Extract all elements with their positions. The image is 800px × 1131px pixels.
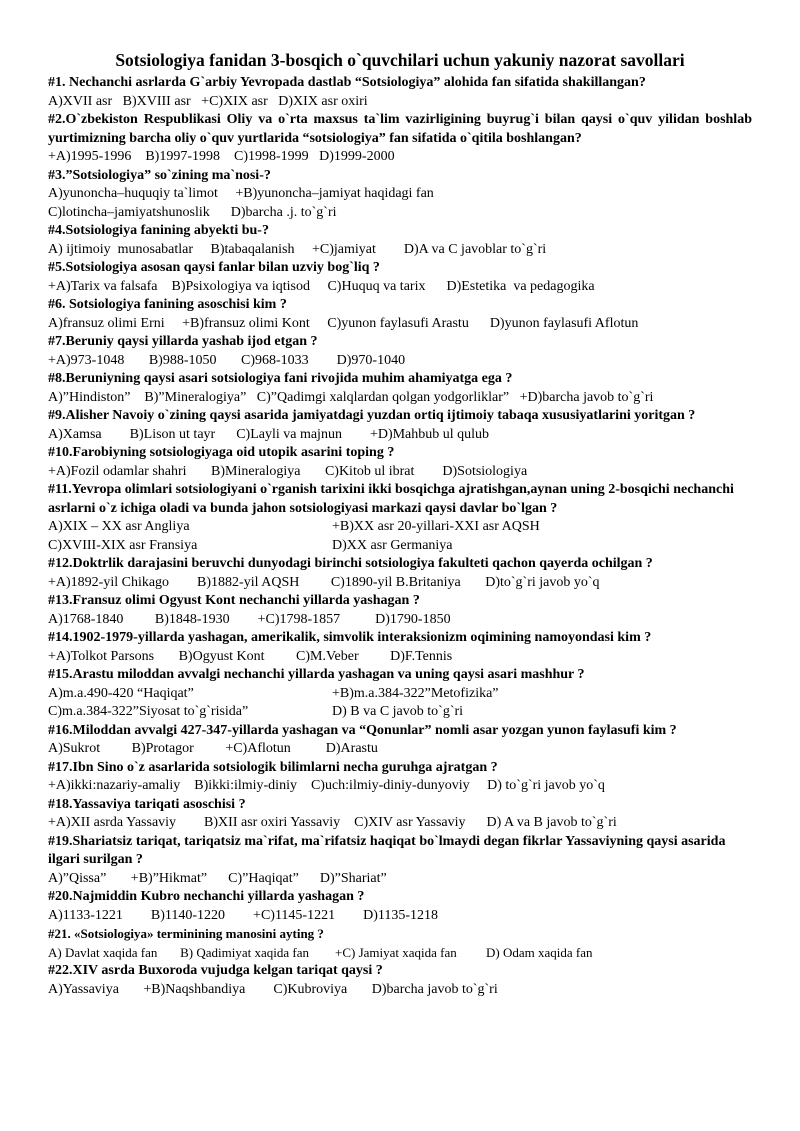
question-item (48, 629, 752, 666)
answer-options: +A)Tolkot Parsons B)Ogyust Kont C)M.Veber D)F.Tennis (48, 648, 453, 664)
answer-options: +A)973-1048 B)988-1050 C)968-1033 D)970-1040 (48, 352, 406, 368)
answer-option: +B)XX asr 20-yillari-XXI asr AQSH (332, 519, 540, 534)
answer-options: +A)Fozil odamlar shahri B)Mineralogiya C)Kitob ul ibrat D)Sotsiologiya (48, 463, 528, 479)
question-text: #20.Najmiddin Kubro nechanchi yillarda yashagan ? (48, 889, 365, 904)
question-text: #4.Sotsiologiya fanining abyekti bu-? (48, 223, 269, 238)
answer-option: C)m.a.384-322”Siyosat to`g`risida” (48, 704, 249, 719)
answer-option: A)XIX – XX asr Angliya (48, 519, 190, 534)
answer-options: +A)1892-yil Chikago B)1882-yil AQSH C)1890-yil B.Britaniya D)to`g`ri javob yo`q (48, 574, 600, 590)
answer-options: C)lotincha–jamiyatshunoslik D)barcha .j. to`g`ri (48, 204, 337, 220)
question-item (48, 722, 752, 759)
question-item (48, 481, 752, 555)
question-item (48, 759, 752, 796)
question-text: #11.Yevropa olimlari sotsiologiyani o`rganish tarixini ikki bosqichga ajratishgan,aynan uning 2-bosqichi nechanchi asrlarni o`z ichiga oladi va bunda jahon sotsiologiyasi markazi qaysi davlar bo`lgan ? (48, 482, 734, 516)
answer-option: D)XX asr Germaniya (332, 537, 453, 553)
question-text: #1. Nechanchi asrlarda G`arbiy Yevropada dastlab “Sotsiologiya” alohida fan sifatida shakillangan? (48, 75, 646, 90)
question-text: #15.Arastu miloddan avvalgi nechanchi yillarda yashagan va uning qaysi asari mashhur ? (48, 667, 585, 682)
question-item (48, 167, 752, 223)
answer-options: A) Davlat xaqida fan B) Qadimiyat xaqida fan +C) Jamiyat xaqida fan D) Odam xaqida fan (48, 944, 593, 960)
answer-options: +A)ikki:nazariy-amaliy B)ikki:ilmiy-diniy C)uch:ilmiy-diniy-dunyoviy D) to`g`ri javob yo`q (48, 778, 605, 793)
answer-options: +A)XII asrda Yassaviy B)XII asr oxiri Yassaviy C)XIV asr Yassaviy D) A va B javob to`g`ri (48, 815, 617, 830)
question-text: #18.Yassaviya tariqati asoschisi ? (48, 796, 246, 812)
question-item (48, 592, 752, 629)
question-text: #17.Ibn Sino o`z asarlarida sotsiologik bilimlarni necha guruhga ajratgan ? (48, 759, 498, 775)
answer-options: A) ijtimoiy munosabatlar B)tabaqalanish +C)jamiyat D)A va C javoblar to`g`ri (48, 241, 547, 257)
answer-options-grid (48, 685, 752, 722)
answer-options: +A)Tarix va falsafa B)Psixologiya va iqtisod C)Huquq va tarix D)Estetika va pedagogika (48, 278, 595, 294)
answer-options: A)1133-1221 B)1140-1220 +C)1145-1221 D)1135-1218 (48, 907, 439, 923)
question-text: #10.Farobiyning sotsiologiyaga oid utopik asarini toping ? (48, 445, 395, 460)
answer-options: A)Xamsa B)Lison ut tayr C)Layli va majnun +D)Mahbub ul qulub (48, 426, 490, 442)
question-item (48, 555, 752, 592)
answer-options: A)Yassaviya +B)Naqshbandiya C)Kubroviya D)barcha javob to`g`ri (48, 981, 498, 997)
question-text: #13.Fransuz olimi Ogyust Kont nechanchi yillarda yashagan ? (48, 593, 420, 608)
answer-options: A)”Qissa” +B)”Hikmat” C)”Haqiqat” D)”Shariat” (48, 870, 387, 886)
question-item (48, 259, 752, 296)
question-item (48, 74, 752, 111)
answer-option: A)m.a.490-420 “Haqiqat” (48, 685, 194, 701)
answer-options: A)XVII asr B)XVIII asr +C)XIX asr D)XIX asr oxiri (48, 93, 368, 109)
answer-options: A)yunoncha–huquqiy ta`limot +B)yunoncha–jamiyat haqidagi fan (48, 186, 434, 201)
question-item (48, 888, 752, 925)
question-text: #14.1902-1979-yillarda yashagan, amerikalik, simvolik interaksionizm oqimining namoyondasi kim ? (48, 630, 652, 645)
question-item (48, 962, 752, 999)
question-item (48, 333, 752, 370)
question-item (48, 666, 752, 722)
question-text: #16.Miloddan avvalgi 427-347-yillarda yashagan va “Qonunlar” nomli asar yozgan yunon faylasufi kim ? (48, 722, 677, 738)
answer-options: A)1768-1840 B)1848-1930 +C)1798-1857 D)1790-1850 (48, 611, 451, 627)
question-text: #6. Sotsiologiya fanining asoschisi kim ? (48, 297, 287, 312)
question-item (48, 407, 752, 444)
answer-options: A)”Hindiston” B)”Mineralogiya” C)”Qadimgi xalqlardan qolgan yodgorliklar” +D)barcha javob to`g`ri (48, 389, 654, 405)
answer-options: +A)1995-1996 B)1997-1998 C)1998-1999 D)1999-2000 (48, 149, 395, 164)
question-text: #19.Shariatsiz tariqat, tariqatsiz ma`rifat, ma`rifatsiz haqiqat bo`lmaydi degan fikrlar Yassaviyning qaysi asarida ilgari surilgan ? (48, 833, 726, 867)
answer-options-grid (48, 518, 752, 555)
question-item (48, 296, 752, 333)
answer-options: A)fransuz olimi Erni +B)fransuz olimi Kont C)yunon faylasufi Arastu D)yunon faylasufi Aflotun (48, 315, 639, 331)
question-list (48, 74, 752, 999)
answer-option: +B)m.a.384-322”Metofizika” (332, 685, 499, 701)
question-text: #8.Beruniyning qaysi asari sotsiologiya fani rivojida muhim ahamiyatga ega ? (48, 371, 513, 386)
question-text: #12.Doktrlik darajasini beruvchi dunyodagi birinchi sotsiologiya fakulteti qachon qayerda ochilgan ? (48, 556, 653, 571)
question-text: #5.Sotsiologiya asosan qaysi fanlar bilan uzviy bog`liq ? (48, 260, 380, 275)
answer-options: A)Sukrot B)Protagor +C)Aflotun D)Arastu (48, 741, 378, 756)
question-item (48, 796, 752, 833)
question-item (48, 111, 752, 167)
question-item (48, 222, 752, 259)
question-text: #3.”Sotsiologiya” so`zining ma`nosi-? (48, 167, 271, 183)
answer-option: C)XVIII-XIX asr Fransiya (48, 537, 198, 553)
question-text: #2.O`zbekiston Respublikasi Oliy va o`rta maxsus ta`lim vazirligining buyrug`i bilan qaysi o`quv yilidan boshlab yurtimizning barcha oliy o`quv yurtlarida “sotsiologiya” fan sifatida o`qitila boshlangan? (48, 112, 752, 146)
question-text: #7.Beruniy qaysi yillarda yashab ijod etgan ? (48, 334, 318, 349)
answer-option: D) B va C javob to`g`ri (332, 704, 464, 719)
question-item (48, 370, 752, 407)
question-text: #9.Alisher Navoiy o`zining qaysi asarida jamiyatdagi yuzdan ortiq ijtimoiy tabaqa xususiyatlarini yoritgan ? (48, 408, 696, 423)
question-item (48, 444, 752, 481)
question-text: #22.XIV asrda Buxoroda vujudga kelgan tariqat qaysi ? (48, 963, 383, 978)
page-title: Sotsiologiya fanidan 3-bosqich o`quvchilari uchun yakuniy nazorat savollari (115, 50, 685, 70)
question-text: #21. «Sotsiologiya» terminining manosini ayting ? (48, 926, 324, 941)
question-item (48, 833, 752, 889)
question-item (48, 925, 752, 962)
